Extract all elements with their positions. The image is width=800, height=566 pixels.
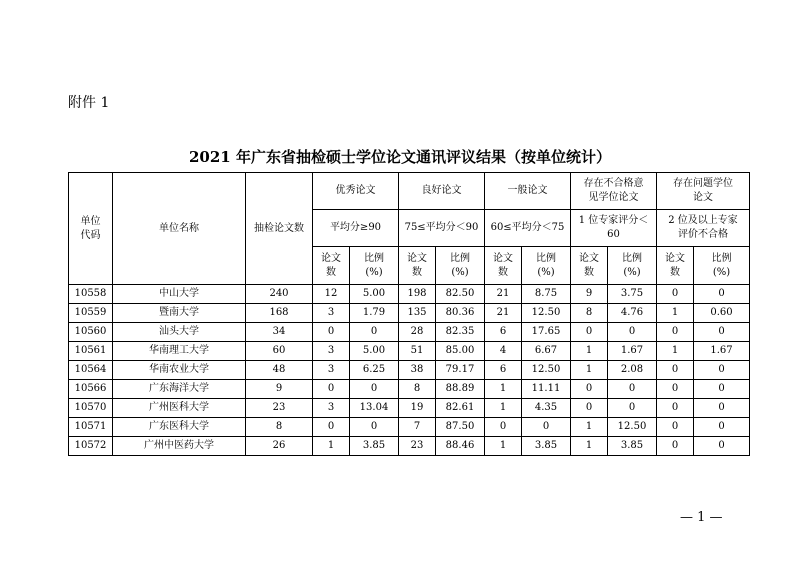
cell-value: 0: [694, 437, 750, 456]
cell-value: 0: [350, 418, 399, 437]
header-count: 论文 数: [313, 247, 350, 285]
cell-value: 0: [694, 323, 750, 342]
cell-value: 1.67: [694, 342, 750, 361]
cell-value: 1: [485, 437, 522, 456]
header-ratio: 比例 (%): [436, 247, 485, 285]
cell-unit-code: 10560: [69, 323, 113, 342]
cell-sampled: 48: [246, 361, 313, 380]
cell-value: 1: [657, 342, 694, 361]
cell-value: 0: [657, 437, 694, 456]
cell-unit-code: 10572: [69, 437, 113, 456]
cell-value: 3: [313, 361, 350, 380]
cell-value: 28: [399, 323, 436, 342]
table-row: [69, 285, 750, 304]
table-row: [69, 380, 750, 399]
cell-value: 87.50: [436, 418, 485, 437]
cell-value: 82.61: [436, 399, 485, 418]
cell-value: 0: [485, 418, 522, 437]
table-row: [69, 323, 750, 342]
header-excellent-cond: 平均分≥90: [313, 210, 399, 247]
cell-value: 4.35: [522, 399, 571, 418]
cell-value: 79.17: [436, 361, 485, 380]
cell-value: 0: [350, 323, 399, 342]
cell-unit-code: 10566: [69, 380, 113, 399]
cell-value: 0: [694, 399, 750, 418]
cell-value: 0: [350, 380, 399, 399]
cell-value: 38: [399, 361, 436, 380]
cell-value: 0: [694, 418, 750, 437]
header-problem-cond: 2 位及以上专家 评价不合格: [657, 210, 750, 247]
cell-value: 1: [571, 361, 608, 380]
header-count: 论文 数: [657, 247, 694, 285]
cell-value: 6.67: [522, 342, 571, 361]
header-excellent: 优秀论文: [313, 173, 399, 210]
header-average-cond: 60≤平均分＜75: [485, 210, 571, 247]
cell-unit-code: 10571: [69, 418, 113, 437]
cell-value: 2.08: [608, 361, 657, 380]
cell-unit-code: 10564: [69, 361, 113, 380]
cell-value: 0: [522, 418, 571, 437]
cell-value: 135: [399, 304, 436, 323]
cell-value: 88.89: [436, 380, 485, 399]
cell-value: 0: [694, 380, 750, 399]
cell-sampled: 9: [246, 380, 313, 399]
cell-value: 0: [313, 418, 350, 437]
header-ratio: 比例 (%): [350, 247, 399, 285]
cell-unit-name: 广东医科大学: [113, 418, 246, 437]
cell-unit-name: 广州中医药大学: [113, 437, 246, 456]
header-ratio: 比例 (%): [522, 247, 571, 285]
cell-value: 3.85: [608, 437, 657, 456]
table-row: [69, 418, 750, 437]
table-row: [69, 342, 750, 361]
cell-value: 0: [657, 399, 694, 418]
cell-value: 1: [485, 380, 522, 399]
cell-value: 17.65: [522, 323, 571, 342]
cell-unit-code: 10558: [69, 285, 113, 304]
cell-value: 4.76: [608, 304, 657, 323]
cell-value: 0: [313, 323, 350, 342]
cell-unit-name: 华南农业大学: [113, 361, 246, 380]
header-average: 一般论文: [485, 173, 571, 210]
cell-sampled: 240: [246, 285, 313, 304]
cell-value: 6.25: [350, 361, 399, 380]
cell-value: 51: [399, 342, 436, 361]
cell-unit-code: 10559: [69, 304, 113, 323]
cell-value: 0: [694, 285, 750, 304]
cell-value: 8: [399, 380, 436, 399]
cell-sampled: 26: [246, 437, 313, 456]
cell-value: 1.79: [350, 304, 399, 323]
cell-value: 0: [657, 418, 694, 437]
cell-unit-code: 10561: [69, 342, 113, 361]
cell-value: 21: [485, 285, 522, 304]
cell-value: 3: [313, 342, 350, 361]
header-unqualified-cond: 1 位专家评分＜ 60: [571, 210, 657, 247]
header-good-cond: 75≤平均分＜90: [399, 210, 485, 247]
cell-value: 23: [399, 437, 436, 456]
cell-value: 6: [485, 361, 522, 380]
cell-value: 1: [571, 418, 608, 437]
header-unit-name: 单位名称: [113, 173, 246, 285]
cell-value: 1: [485, 399, 522, 418]
cell-unit-name: 广州医科大学: [113, 399, 246, 418]
header-count: 论文 数: [485, 247, 522, 285]
table-row: [69, 304, 750, 323]
cell-value: 0: [657, 285, 694, 304]
cell-unit-name: 暨南大学: [113, 304, 246, 323]
cell-value: 0: [571, 399, 608, 418]
cell-value: 0.60: [694, 304, 750, 323]
cell-value: 0: [608, 323, 657, 342]
cell-value: 88.46: [436, 437, 485, 456]
cell-value: 3: [313, 304, 350, 323]
cell-value: 3.85: [350, 437, 399, 456]
cell-value: 0: [657, 323, 694, 342]
cell-value: 0: [694, 361, 750, 380]
header-good: 良好论文: [399, 173, 485, 210]
cell-value: 8.75: [522, 285, 571, 304]
header-unit-code: 单位 代码: [69, 173, 113, 285]
cell-value: 0: [313, 380, 350, 399]
cell-sampled: 23: [246, 399, 313, 418]
cell-value: 1: [313, 437, 350, 456]
cell-value: 6: [485, 323, 522, 342]
header-count: 论文 数: [571, 247, 608, 285]
cell-sampled: 60: [246, 342, 313, 361]
cell-value: 3.85: [522, 437, 571, 456]
cell-unit-name: 中山大学: [113, 285, 246, 304]
page-title: 2021 年广东省抽检硕士学位论文通讯评议结果（按单位统计）: [189, 148, 611, 166]
cell-value: 9: [571, 285, 608, 304]
cell-value: 0: [657, 361, 694, 380]
cell-sampled: 8: [246, 418, 313, 437]
cell-value: 82.35: [436, 323, 485, 342]
cell-value: 11.11: [522, 380, 571, 399]
cell-value: 12.50: [608, 418, 657, 437]
cell-value: 13.04: [350, 399, 399, 418]
page-number: — 1 —: [680, 510, 723, 525]
cell-value: 0: [571, 323, 608, 342]
cell-value: 12: [313, 285, 350, 304]
header-count: 论文 数: [399, 247, 436, 285]
cell-value: 5.00: [350, 285, 399, 304]
cell-value: 1: [571, 437, 608, 456]
cell-value: 1: [571, 342, 608, 361]
cell-value: 82.50: [436, 285, 485, 304]
attachment-label: 附件 1: [68, 95, 110, 111]
cell-value: 0: [608, 399, 657, 418]
header-problem: 存在问题学位 论文: [657, 173, 750, 210]
cell-value: 12.50: [522, 361, 571, 380]
cell-value: 3: [313, 399, 350, 418]
table-row: [69, 437, 750, 456]
cell-sampled: 168: [246, 304, 313, 323]
cell-unit-name: 华南理工大学: [113, 342, 246, 361]
results-table: [68, 172, 750, 456]
table-row: [69, 399, 750, 418]
cell-unit-name: 广东海洋大学: [113, 380, 246, 399]
cell-value: 0: [571, 380, 608, 399]
cell-value: 21: [485, 304, 522, 323]
header-unqualified-opinion: 存在不合格意 见学位论文: [571, 173, 657, 210]
header-ratio: 比例 (%): [608, 247, 657, 285]
header-sampled: 抽检论文数: [246, 173, 313, 285]
cell-value: 198: [399, 285, 436, 304]
cell-value: 80.36: [436, 304, 485, 323]
cell-unit-name: 汕头大学: [113, 323, 246, 342]
cell-value: 7: [399, 418, 436, 437]
header-ratio: 比例 (%): [694, 247, 750, 285]
cell-value: 12.50: [522, 304, 571, 323]
cell-value: 3.75: [608, 285, 657, 304]
cell-value: 1: [657, 304, 694, 323]
cell-unit-code: 10570: [69, 399, 113, 418]
cell-value: 5.00: [350, 342, 399, 361]
cell-sampled: 34: [246, 323, 313, 342]
cell-value: 4: [485, 342, 522, 361]
cell-value: 1.67: [608, 342, 657, 361]
cell-value: 0: [608, 380, 657, 399]
cell-value: 0: [657, 380, 694, 399]
cell-value: 8: [571, 304, 608, 323]
table-row: [69, 361, 750, 380]
cell-value: 19: [399, 399, 436, 418]
cell-value: 85.00: [436, 342, 485, 361]
